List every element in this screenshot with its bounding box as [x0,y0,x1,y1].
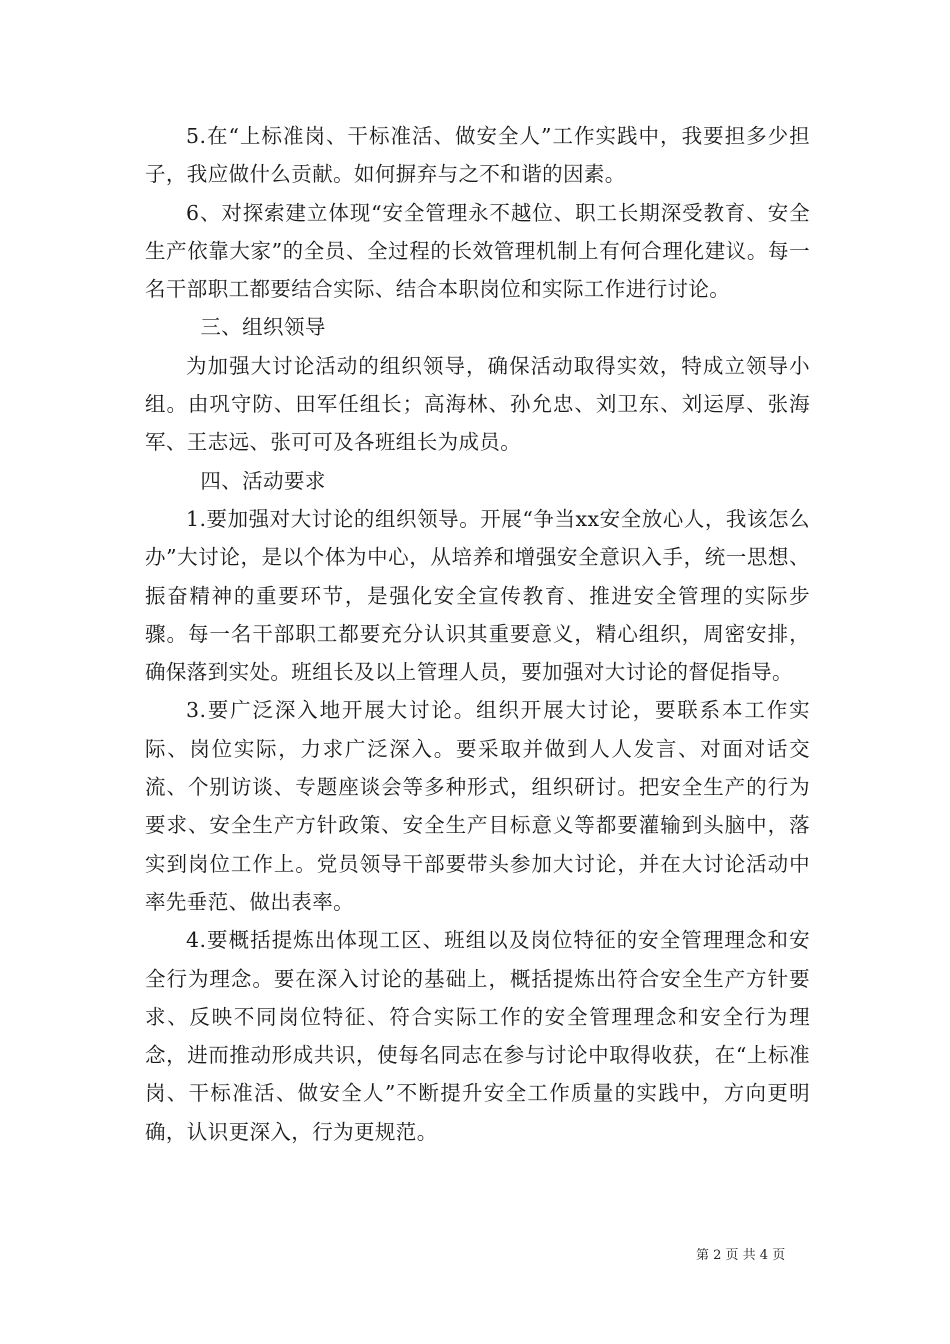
paragraph-leadership-group: 为加强大讨论活动的组织领导，确保活动取得实效，特成立领导小组。由巩守防、田军任组长；高海林、孙允忠、刘卫东、刘运厚、张海军、王志远、张可可及各班组长为成员。 [145,353,810,455]
section-heading-requirements: 四、活动要求 [200,468,326,493]
paragraph-item-5: 5.在“上标准岗、干标准活、做安全人”工作实践中，我要担多少担子，我应做什么贡献。如何摒弃与之不和谐的因素。 [145,124,810,187]
paragraph-requirement-4: 4.要概括提炼出体现工区、班组以及岗位特征的安全管理理念和安全行为理念。要在深入讨论的基础上，概括提炼出符合安全生产方针要求、反映不同岗位特征、符合实际工作的安全管理理念和安全行为理念，进而推动形成共识，使每名同志在参与讨论中取得收获，在“上标准岗、干标准活、做安全人”不断提升安全工作质量的实践中，方向更明确，认识更深入，行为更规范。 [145,928,810,1144]
paragraph-requirement-1: 1.要加强对大讨论的组织领导。开展“争当xx安全放心人，我该怎么办”大讨论，是以个体为中心，从培养和增强安全意识入手，统一思想、振奋精神的重要环节，是强化安全宣传教育、推进安全管理的实际步骤。每一名干部职工都要充分认识其重要意义，精心组织，周密安排，确保落到实处。班组长及以上管理人员，要加强对大讨论的督促指导。 [145,506,810,685]
document-body [145,117,810,1151]
section-heading-organization: 三、组织领导 [200,315,326,340]
paragraph-item-6: 6、对探索建立体现“安全管理永不越位、职工长期深受教育、安全生产依靠大家”的全员、全过程的长效管理机制上有何合理化建议。每一名干部职工都要结合实际、结合本职岗位和实际工作进行讨论。 [145,200,810,302]
page-number-footer: 第 2 页 共 4 页 [696,1248,786,1263]
paragraph-requirement-3: 3.要广泛深入地开展大讨论。组织开展大讨论，要联系本工作实际、岗位实际，力求广泛深入。要采取并做到人人发言、对面对话交流、个别访谈、专题座谈会等多种形式，组织研讨。把安全生产的行为要求、安全生产方针政策、安全生产目标意义等都要灌输到头脑中，落实到岗位工作上。党员领导干部要带头参加大讨论，并在大讨论活动中率先垂范、做出表率。 [145,698,810,914]
